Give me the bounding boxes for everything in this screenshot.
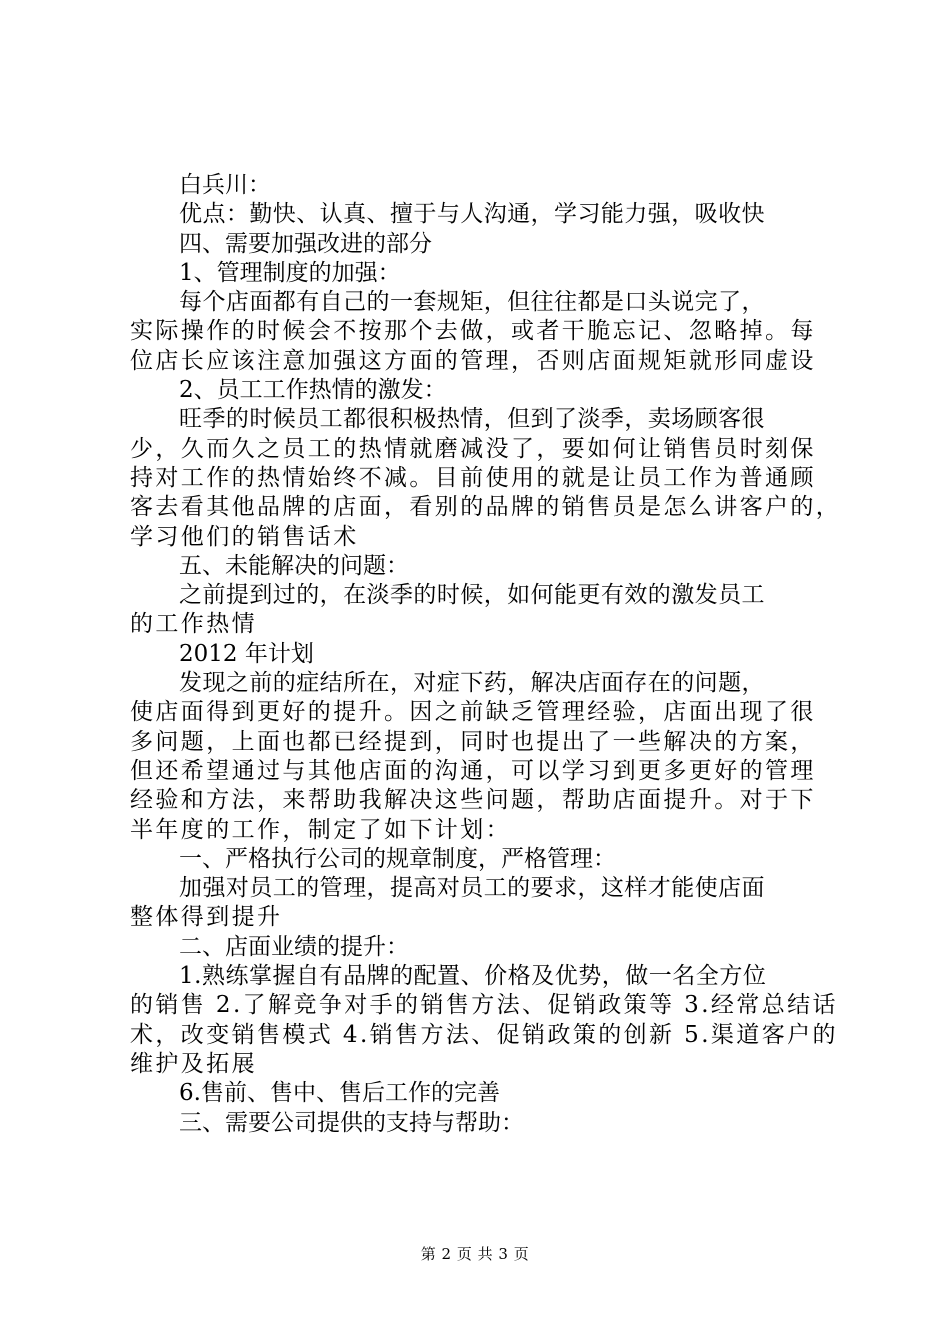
text-line: 但还希望通过与其他店面的沟通，可以学习到更多更好的管理 [130,757,816,784]
text-line: 白兵川： [179,172,271,198]
text-line: 少，久而久之员工的热情就磨减没了，要如何让销售员时刻保 [130,435,816,462]
text-line: 四、需要加强改进的部分 [179,230,432,257]
text-line: 加强对员工的管理，提高对员工的要求，这样才能使店面 [179,875,765,902]
text-line: 使店面得到更好的提升。因之前缺乏管理经验，店面出现了很 [130,699,816,726]
text-line: 发现之前的症结所在，对症下药，解决店面存在的问题， [179,670,765,697]
text-line: 术，改变销售模式 4.销售方法、促销政策的创新 5.渠道客户的 [130,1021,838,1048]
text-line: 每个店面都有自己的一套规矩，但往往都是口头说完了， [179,289,765,316]
text-line: 之前提到过的，在淡季的时候，如何能更有效的激发员工 [179,582,765,609]
text-line: 二、店面业绩的提升： [179,933,409,960]
document-body [130,171,842,1138]
text-line: 三、需要公司提供的支持与帮助： [179,1109,524,1136]
text-line: 五、未能解决的问题： [179,552,409,579]
text-line: 经验和方法，来帮助我解决这些问题，帮助店面提升。对于下 [130,787,816,814]
text-line: 客去看其他品牌的店面，看别的品牌的销售员是怎么讲客户的， [130,494,842,521]
page-footer: 第 2 页 共 3 页 [420,1245,530,1263]
text-line: 维护及拓展 [130,1050,257,1077]
text-line: 6.售前、售中、售后工作的完善 [179,1080,500,1107]
text-line: 持对工作的热情始终不减。目前使用的就是让员工作为普通顾 [130,464,816,491]
text-line: 整体得到提升 [130,904,283,931]
text-line: 2、员工工作热情的激发： [179,377,447,404]
text-line: 实际操作的时候会不按那个去做，或者干脆忘记、忽略掉。每 [130,318,816,345]
text-line: 半年度的工作，制定了如下计划： [130,816,511,843]
text-line: 2012 年计划 [179,640,314,667]
text-line: 优点：勤快、认真、擅于与人沟通，学习能力强，吸收快 [179,201,765,228]
text-line: 1、管理制度的加强： [179,259,401,286]
text-line: 位店长应该注意加强这方面的管理，否则店面规矩就形同虚设 [130,347,816,374]
text-line: 学习他们的销售话术 [130,523,359,550]
text-line: 旺季的时候员工都很积极热情，但到了淡季，卖场顾客很 [179,406,765,433]
text-line: 的销售 2.了解竞争对手的销售方法、促销政策等 3.经常总结话 [130,992,838,1019]
text-line: 一、严格执行公司的规章制度，严格管理： [179,845,616,872]
text-line: 1.熟练掌握自有品牌的配置、价格及优势，做一名全方位 [179,963,767,990]
text-line: 多问题，上面也都已经提到，同时也提出了一些解决的方案， [130,728,816,755]
text-line: 的工作热情 [130,611,257,638]
